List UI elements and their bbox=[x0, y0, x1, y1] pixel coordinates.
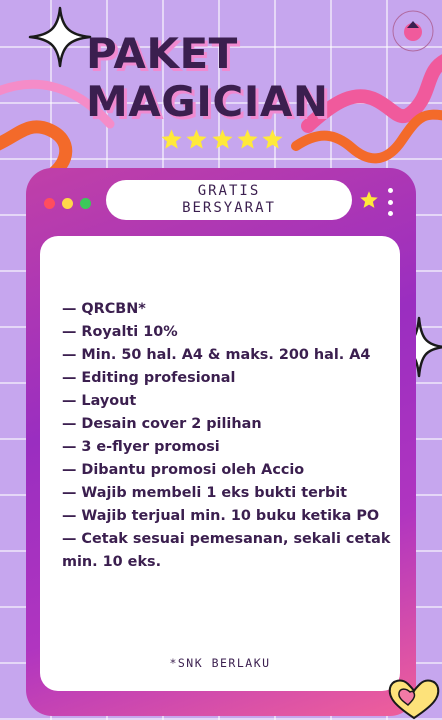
window-tab bbox=[106, 180, 352, 220]
list-item: — Dibantu promosi oleh Accio bbox=[62, 462, 305, 478]
benefit-list bbox=[62, 298, 394, 574]
list-item: — Wajib terjual min. 10 buku ketika PO bbox=[62, 508, 380, 524]
star-icon bbox=[236, 128, 259, 151]
star-icon bbox=[211, 128, 234, 151]
list-item: — Cetak sesuai pemesanan, sekali cetak min. 10 eks. bbox=[62, 531, 391, 570]
package-window bbox=[26, 168, 416, 716]
star-icon bbox=[185, 128, 208, 151]
tab-line-2: BERSYARAT bbox=[182, 200, 276, 216]
close-dot bbox=[44, 198, 55, 209]
list-item: — Wajib membeli 1 eks bukti terbit bbox=[62, 485, 348, 501]
maximize-dot bbox=[80, 198, 91, 209]
title-line-1: PAKET bbox=[86, 29, 238, 78]
title-line-2: MAGICIAN bbox=[86, 77, 329, 126]
list-item: — QRCBN* bbox=[62, 301, 146, 317]
list-item: — Min. 50 hal. A4 & maks. 200 hal. A4 bbox=[62, 347, 371, 363]
star-icon bbox=[359, 190, 379, 210]
list-item: — Desain cover 2 pilihan bbox=[62, 416, 262, 432]
tab-line-1: GRATIS bbox=[197, 183, 261, 199]
star-icon bbox=[160, 128, 183, 151]
logo-icon bbox=[390, 8, 436, 54]
star-icon bbox=[261, 128, 284, 151]
footnote: *SNK BERLAKU bbox=[169, 656, 271, 670]
list-item: — Royalti 10% bbox=[62, 324, 178, 340]
list-item: — Layout bbox=[62, 393, 137, 409]
heart-icon bbox=[386, 676, 442, 720]
sparkle-icon bbox=[28, 6, 92, 68]
list-item: — 3 e-flyer promosi bbox=[62, 439, 220, 455]
page-title bbox=[86, 30, 346, 126]
more-options-icon bbox=[388, 188, 394, 216]
rating-stars bbox=[160, 128, 284, 156]
minimize-dot bbox=[62, 198, 73, 209]
list-item: — Editing profesional bbox=[62, 370, 236, 386]
content-panel bbox=[40, 236, 400, 691]
